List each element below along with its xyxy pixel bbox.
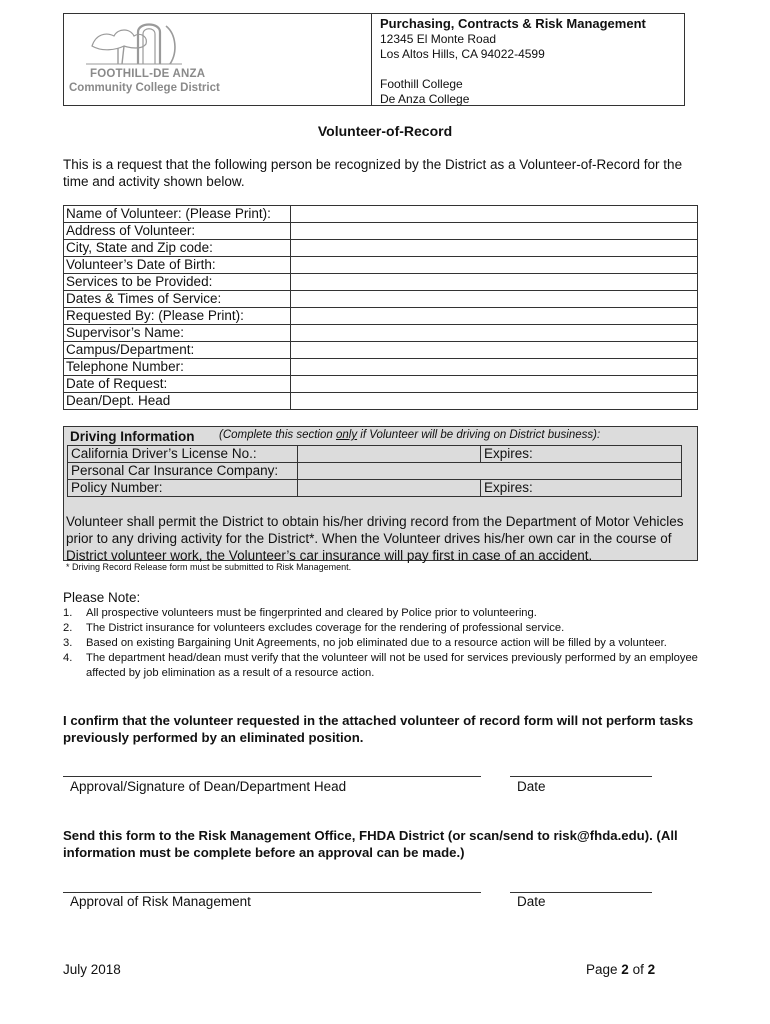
driving-note <box>219 429 600 441</box>
of-word: of <box>632 962 644 977</box>
table-row <box>64 342 698 359</box>
dean-signature-line[interactable] <box>63 776 481 777</box>
risk-signature-label: Approval of Risk Management <box>70 894 251 909</box>
driving-heading: Driving Information <box>70 429 195 444</box>
form-title: Volunteer-of-Record <box>317 123 453 139</box>
risk-signature-line[interactable] <box>63 892 481 893</box>
table-row <box>64 206 698 223</box>
field-input[interactable] <box>291 359 698 376</box>
list-item <box>63 606 703 621</box>
field-input[interactable] <box>291 325 698 342</box>
field-input[interactable] <box>291 206 698 223</box>
address-block <box>380 16 646 107</box>
street: 12345 El Monte Road <box>380 32 497 46</box>
note-text: All prospective volunteers must be fingerprinted and cleared by Police prior to volunteering. <box>86 607 537 619</box>
policy-label: Policy Number: <box>68 480 298 497</box>
note-text: Based on existing Bargaining Unit Agreements, no job eliminated due to a resource action will be filled by a volunteer. <box>86 637 667 649</box>
field-label: Campus/Department: <box>64 342 291 359</box>
license-label: California Driver’s License No.: <box>68 446 298 463</box>
field-input[interactable] <box>291 274 698 291</box>
header-divider <box>371 14 372 105</box>
table-row <box>64 291 698 308</box>
footer-date: July 2018 <box>63 962 121 977</box>
expires-label-2: Expires: <box>481 480 682 497</box>
list-item <box>63 651 703 681</box>
note-number: 3. <box>63 637 73 649</box>
volunteer-info-table <box>63 205 698 410</box>
send-instructions: Send this form to the Risk Management Office, FHDA District (or scan/send to risk@fhda.edu). (All information must be complete before an approval can be made.) <box>63 828 678 860</box>
field-input[interactable] <box>291 342 698 359</box>
insurance-input[interactable] <box>298 463 682 480</box>
driving-info-section <box>63 426 698 561</box>
field-label: Dean/Dept. Head <box>64 393 291 410</box>
college-2: De Anza College <box>380 92 470 106</box>
list-item <box>63 636 703 651</box>
table-row <box>64 376 698 393</box>
list-item <box>63 621 703 636</box>
table-row <box>64 240 698 257</box>
policy-input[interactable] <box>298 480 481 497</box>
field-label: Address of Volunteer: <box>64 223 291 240</box>
district-logo <box>64 14 371 105</box>
insurance-label: Personal Car Insurance Company: <box>68 463 298 480</box>
logo-line1: FOOTHILL-DE ANZA <box>90 68 206 80</box>
field-label: Date of Request: <box>64 376 291 393</box>
risk-date-line[interactable] <box>510 892 652 893</box>
page-current: 2 <box>621 962 629 977</box>
field-input[interactable] <box>291 393 698 410</box>
driving-note-em: only <box>335 429 358 441</box>
expires-label-1: Expires: <box>481 446 682 463</box>
logo-line2: Community College District <box>69 82 220 94</box>
city: Los Altos Hills, CA 94022-4599 <box>380 47 545 61</box>
driving-table <box>67 445 682 497</box>
risk-date-label: Date <box>517 894 546 909</box>
field-input[interactable] <box>291 376 698 393</box>
confirm-statement: I confirm that the volunteer requested in the attached volunteer of record form will not perform tasks previously performed by an eliminated position. <box>63 713 694 745</box>
field-label: Supervisor’s Name: <box>64 325 291 342</box>
field-input[interactable] <box>291 240 698 257</box>
field-input[interactable] <box>291 291 698 308</box>
table-row <box>68 446 682 463</box>
page-word: Page <box>586 962 618 977</box>
license-input[interactable] <box>298 446 481 463</box>
field-label: Services to be Provided: <box>64 274 291 291</box>
table-row <box>68 480 682 497</box>
field-label: Requested By: (Please Print): <box>64 308 291 325</box>
notes-list <box>63 606 703 681</box>
page-number <box>586 962 655 977</box>
field-input[interactable] <box>291 223 698 240</box>
field-label: Name of Volunteer: (Please Print): <box>64 206 291 223</box>
note-number: 4. <box>63 652 73 664</box>
field-label: Telephone Number: <box>64 359 291 376</box>
note-text: The department head/dean must verify that the volunteer will not be used for services previously performed by an employee affected by job elimination as a result of a resource action. <box>86 652 698 679</box>
college-1: Foothill College <box>380 77 463 91</box>
note-number: 2. <box>63 622 73 634</box>
note-text: The District insurance for volunteers excludes coverage for the rendering of professional service. <box>86 622 565 634</box>
table-row <box>64 257 698 274</box>
table-row <box>68 463 682 480</box>
table-row <box>64 325 698 342</box>
dean-date-label: Date <box>517 779 546 794</box>
table-row <box>64 308 698 325</box>
driving-note-post: if Volunteer will be driving on District business): <box>357 429 601 441</box>
table-row <box>64 393 698 410</box>
field-input[interactable] <box>291 308 698 325</box>
field-label: City, State and Zip code: <box>64 240 291 257</box>
field-label: Dates & Times of Service: <box>64 291 291 308</box>
dean-date-line[interactable] <box>510 776 652 777</box>
intro-text: This is a request that the following person be recognized by the District as a Volunteer-of-Record for the time and activity shown below. <box>63 157 683 189</box>
letterhead <box>63 13 685 106</box>
field-label: Volunteer’s Date of Birth: <box>64 257 291 274</box>
driving-paragraph: Volunteer shall permit the District to obtain his/her driving record from the Department of Motor Vehicles prior to any driving activity for the District*. When the Volunteer drives his/her own car in the course of District volunteer work, the Volunteer’s car insurance will pay first in case of an accident. <box>66 514 684 563</box>
page-total: 2 <box>647 962 656 977</box>
table-row <box>64 274 698 291</box>
tree-arch-logo-icon <box>84 18 184 68</box>
footnote: * Driving Record Release form must be submitted to Risk Management. <box>66 562 352 572</box>
driving-note-pre: (Complete this section <box>219 429 336 441</box>
dean-signature-label: Approval/Signature of Dean/Department Head <box>70 779 347 794</box>
field-input[interactable] <box>291 257 698 274</box>
org-name: Purchasing, Contracts & Risk Management <box>380 16 646 31</box>
please-note-heading: Please Note: <box>63 590 141 605</box>
note-number: 1. <box>63 607 73 619</box>
table-row <box>64 223 698 240</box>
table-row <box>64 359 698 376</box>
